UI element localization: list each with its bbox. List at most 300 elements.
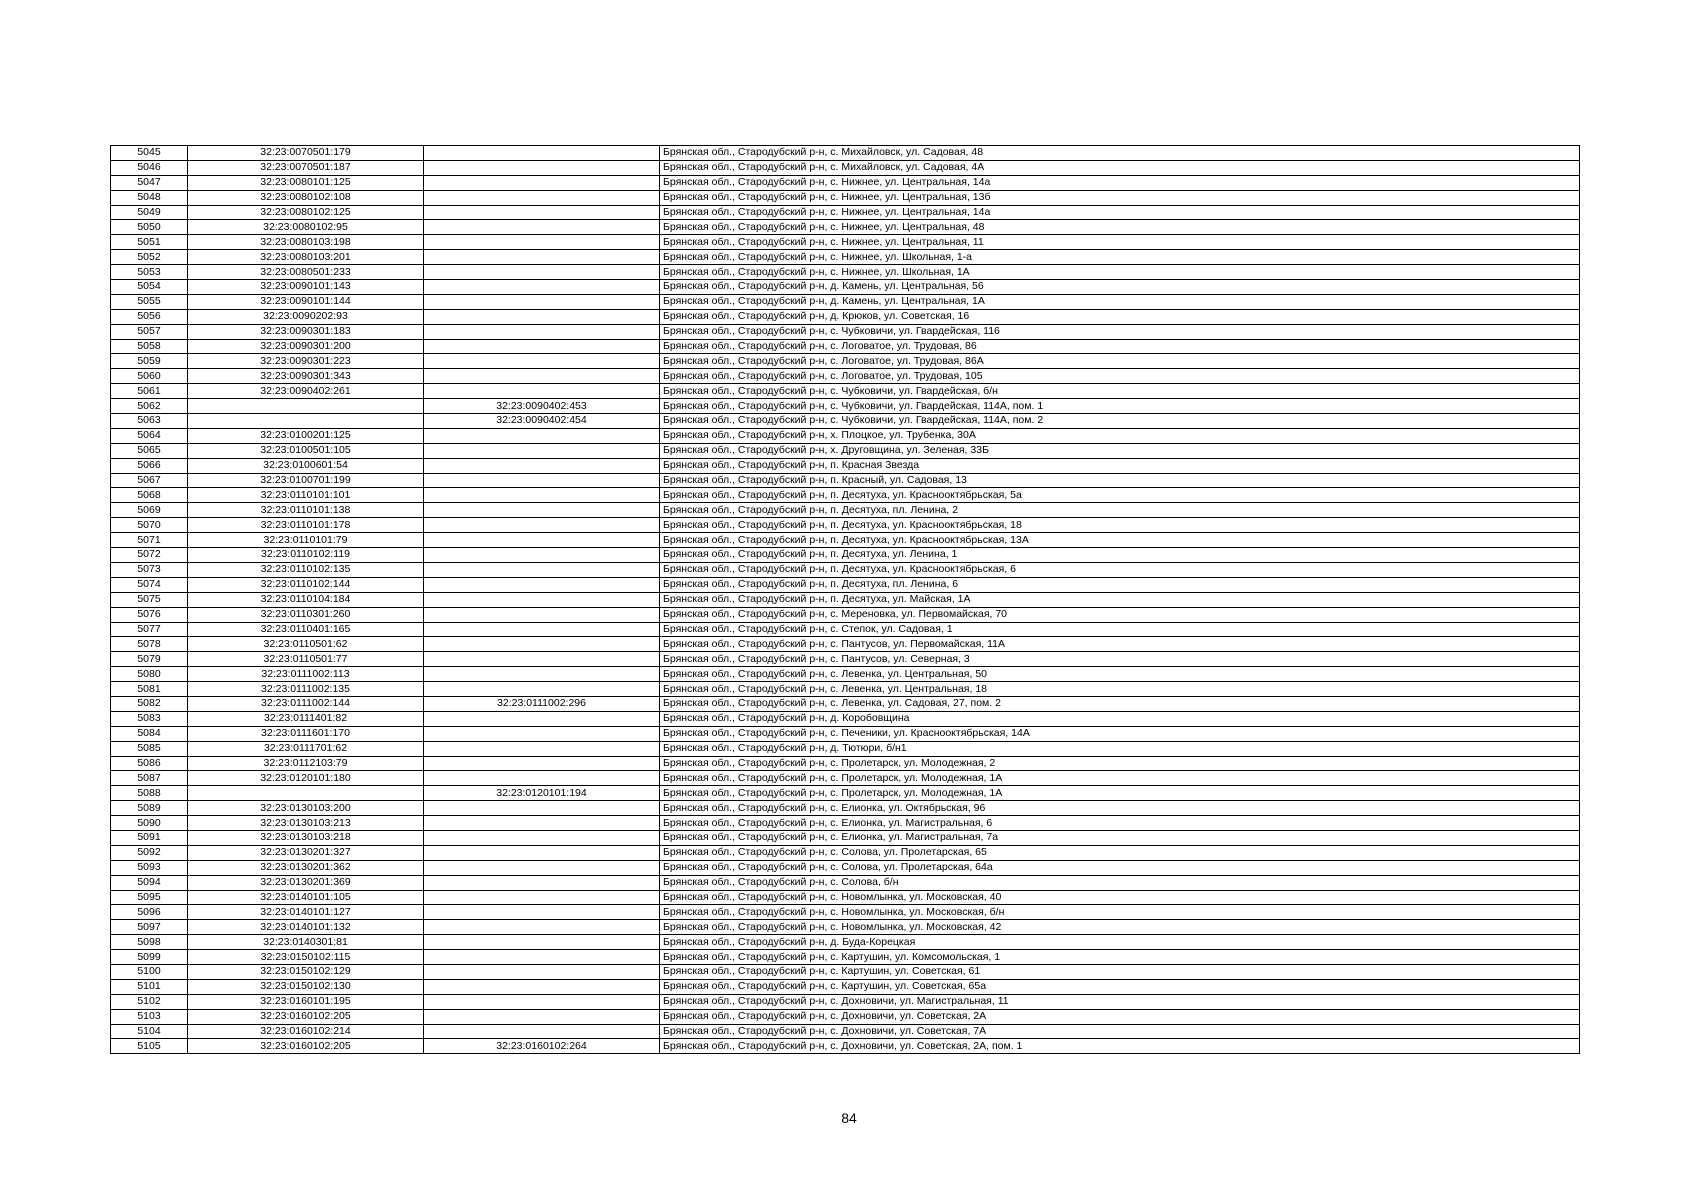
table-row	[111, 473, 1580, 488]
address-cell: Брянская обл., Стародубский р-н, п. Десятуха, ул. Ленина, 1	[660, 548, 1580, 563]
address-cell: Брянская обл., Стародубский р-н, с. Логоватое, ул. Трудовая, 86А	[660, 354, 1580, 369]
table-row	[111, 577, 1580, 592]
cadastral-number-cell: 32:23:0080102:108	[188, 190, 424, 205]
address-cell: Брянская обл., Стародубский р-н, с. Дохновичи, ул. Советская, 7А	[660, 1024, 1580, 1039]
table-row	[111, 369, 1580, 384]
table-row	[111, 294, 1580, 309]
row-number-cell: 5090	[111, 816, 188, 831]
table-row	[111, 265, 1580, 280]
row-number-cell: 5066	[111, 458, 188, 473]
row-number-cell: 5057	[111, 324, 188, 339]
table-row	[111, 696, 1580, 711]
address-cell: Брянская обл., Стародубский р-н, с. Солова, ул. Пролетарская, 64а	[660, 860, 1580, 875]
cadastral-number-cell: 32:23:0111002:144	[188, 696, 424, 711]
address-cell: Брянская обл., Стародубский р-н, с. Пантусов, ул. Первомайская, 11А	[660, 637, 1580, 652]
address-cell: Брянская обл., Стародубский р-н, с. Елионка, ул. Магистральная, 6	[660, 816, 1580, 831]
sub-cadastral-number-cell	[424, 294, 660, 309]
table-row	[111, 280, 1580, 295]
table-row	[111, 250, 1580, 265]
address-cell: Брянская обл., Стародубский р-н, х. Плоцкое, ул. Трубенка, 30А	[660, 428, 1580, 443]
address-cell: Брянская обл., Стародубский р-н, с. Чубковичи, ул. Гвардейская, 114А, пом. 1	[660, 399, 1580, 414]
sub-cadastral-number-cell	[424, 905, 660, 920]
sub-cadastral-number-cell	[424, 1024, 660, 1039]
cadastral-number-cell: 32:23:0080102:125	[188, 205, 424, 220]
table-row	[111, 786, 1580, 801]
sub-cadastral-number-cell	[424, 160, 660, 175]
sub-cadastral-number-cell	[424, 950, 660, 965]
table-row	[111, 607, 1580, 622]
sub-cadastral-number-cell	[424, 235, 660, 250]
cadastral-number-cell: 32:23:0070501:179	[188, 146, 424, 161]
sub-cadastral-number-cell	[424, 533, 660, 548]
cadastral-number-cell: 32:23:0090301:200	[188, 339, 424, 354]
sub-cadastral-number-cell: 32:23:0090402:454	[424, 414, 660, 429]
address-cell: Брянская обл., Стародубский р-н, с. Левенка, ул. Садовая, 27, пом. 2	[660, 696, 1580, 711]
row-number-cell: 5048	[111, 190, 188, 205]
row-number-cell: 5046	[111, 160, 188, 175]
row-number-cell: 5105	[111, 1039, 188, 1054]
row-number-cell: 5063	[111, 414, 188, 429]
cadastral-number-cell: 32:23:0110104:184	[188, 592, 424, 607]
sub-cadastral-number-cell	[424, 175, 660, 190]
cadastral-number-cell: 32:23:0090101:143	[188, 280, 424, 295]
address-cell: Брянская обл., Стародубский р-н, с. Картушин, ул. Советская, 61	[660, 964, 1580, 979]
cadastral-number-cell: 32:23:0140101:127	[188, 905, 424, 920]
cadastral-number-cell: 32:23:0100501:105	[188, 443, 424, 458]
address-cell: Брянская обл., Стародубский р-н, с. Чубковичи, ул. Гвардейская, 116	[660, 324, 1580, 339]
row-number-cell: 5091	[111, 830, 188, 845]
cadastral-number-cell: 32:23:0110501:62	[188, 637, 424, 652]
address-cell: Брянская обл., Стародубский р-н, п. Десятуха, пл. Ленина, 6	[660, 577, 1580, 592]
table-row	[111, 801, 1580, 816]
cadastral-number-cell: 32:23:0080101:125	[188, 175, 424, 190]
row-number-cell: 5061	[111, 384, 188, 399]
sub-cadastral-number-cell	[424, 801, 660, 816]
sub-cadastral-number-cell	[424, 637, 660, 652]
row-number-cell: 5064	[111, 428, 188, 443]
table-row	[111, 1009, 1580, 1024]
row-number-cell: 5068	[111, 488, 188, 503]
address-cell: Брянская обл., Стародубский р-н, с. Новомлынка, ул. Московская, б/н	[660, 905, 1580, 920]
address-cell: Брянская обл., Стародубский р-н, с. Пролетарск, ул. Молодежная, 2	[660, 756, 1580, 771]
sub-cadastral-number-cell: 32:23:0111002:296	[424, 696, 660, 711]
table-row	[111, 354, 1580, 369]
sub-cadastral-number-cell	[424, 607, 660, 622]
cadastral-number-cell: 32:23:0110101:101	[188, 488, 424, 503]
address-cell: Брянская обл., Стародубский р-н, п. Десятуха, ул. Майская, 1А	[660, 592, 1580, 607]
table-row	[111, 964, 1580, 979]
sub-cadastral-number-cell	[424, 830, 660, 845]
sub-cadastral-number-cell	[424, 741, 660, 756]
sub-cadastral-number-cell	[424, 562, 660, 577]
sub-cadastral-number-cell: 32:23:0090402:453	[424, 399, 660, 414]
cadastral-number-cell	[188, 414, 424, 429]
sub-cadastral-number-cell	[424, 622, 660, 637]
cadastral-number-cell: 32:23:0140301:81	[188, 935, 424, 950]
table-row	[111, 890, 1580, 905]
table-row	[111, 667, 1580, 682]
cadastral-number-cell: 32:23:0110101:79	[188, 533, 424, 548]
table-row	[111, 741, 1580, 756]
row-number-cell: 5084	[111, 726, 188, 741]
row-number-cell: 5053	[111, 265, 188, 280]
table-row	[111, 146, 1580, 161]
cadastral-number-cell: 32:23:0110301:260	[188, 607, 424, 622]
address-cell: Брянская обл., Стародубский р-н, с. Нижнее, ул. Школьная, 1А	[660, 265, 1580, 280]
sub-cadastral-number-cell	[424, 860, 660, 875]
address-cell: Брянская обл., Стародубский р-н, с. Михайловск, ул. Садовая, 4А	[660, 160, 1580, 175]
cadastral-number-cell: 32:23:0090301:223	[188, 354, 424, 369]
table-row	[111, 324, 1580, 339]
cadastral-number-cell	[188, 399, 424, 414]
table-row	[111, 428, 1580, 443]
address-cell: Брянская обл., Стародубский р-н, с. Новомлынка, ул. Московская, 40	[660, 890, 1580, 905]
cadastral-number-cell: 32:23:0160102:205	[188, 1009, 424, 1024]
sub-cadastral-number-cell	[424, 964, 660, 979]
row-number-cell: 5094	[111, 875, 188, 890]
sub-cadastral-number-cell	[424, 994, 660, 1009]
sub-cadastral-number-cell: 32:23:0160102:264	[424, 1039, 660, 1054]
cadastral-number-cell: 32:23:0130201:327	[188, 845, 424, 860]
table-row	[111, 235, 1580, 250]
sub-cadastral-number-cell	[424, 458, 660, 473]
sub-cadastral-number-cell	[424, 339, 660, 354]
table-row	[111, 860, 1580, 875]
cadastral-number-cell: 32:23:0150102:129	[188, 964, 424, 979]
row-number-cell: 5055	[111, 294, 188, 309]
address-cell: Брянская обл., Стародубский р-н, с. Михайловск, ул. Садовая, 48	[660, 146, 1580, 161]
address-cell: Брянская обл., Стародубский р-н, с. Дохновичи, ул. Советская, 2А	[660, 1009, 1580, 1024]
cadastral-number-cell: 32:23:0070501:187	[188, 160, 424, 175]
sub-cadastral-number-cell	[424, 428, 660, 443]
sub-cadastral-number-cell	[424, 324, 660, 339]
row-number-cell: 5070	[111, 518, 188, 533]
address-cell: Брянская обл., Стародубский р-н, с. Пролетарск, ул. Молодежная, 1А	[660, 771, 1580, 786]
table-row	[111, 711, 1580, 726]
sub-cadastral-number-cell	[424, 771, 660, 786]
cadastral-number-cell: 32:23:0090101:144	[188, 294, 424, 309]
sub-cadastral-number-cell	[424, 250, 660, 265]
row-number-cell: 5056	[111, 309, 188, 324]
table-row	[111, 1039, 1580, 1054]
table-row	[111, 637, 1580, 652]
sub-cadastral-number-cell	[424, 369, 660, 384]
address-cell: Брянская обл., Стародубский р-н, с. Елионка, ул. Магистральная, 7а	[660, 830, 1580, 845]
page-number: 84	[841, 1110, 857, 1126]
address-cell: Брянская обл., Стародубский р-н, д. Тютюри, б/н1	[660, 741, 1580, 756]
table-row	[111, 771, 1580, 786]
row-number-cell: 5086	[111, 756, 188, 771]
table-row	[111, 443, 1580, 458]
row-number-cell: 5087	[111, 771, 188, 786]
table-row	[111, 562, 1580, 577]
row-number-cell: 5051	[111, 235, 188, 250]
table-row	[111, 920, 1580, 935]
table-row	[111, 533, 1580, 548]
row-number-cell: 5077	[111, 622, 188, 637]
address-cell: Брянская обл., Стародубский р-н, с. Пролетарск, ул. Молодежная, 1А	[660, 786, 1580, 801]
cadastral-number-cell: 32:23:0140101:105	[188, 890, 424, 905]
sub-cadastral-number-cell	[424, 280, 660, 295]
address-cell: Брянская обл., Стародубский р-н, с. Левенка, ул. Центральная, 18	[660, 682, 1580, 697]
address-cell: Брянская обл., Стародубский р-н, с. Логоватое, ул. Трудовая, 86	[660, 339, 1580, 354]
address-cell: Брянская обл., Стародубский р-н, п. Десятуха, ул. Краснооктябрьская, 6	[660, 562, 1580, 577]
table-row	[111, 220, 1580, 235]
address-cell: Брянская обл., Стародубский р-н, с. Нижнее, ул. Центральная, 11	[660, 235, 1580, 250]
sub-cadastral-number-cell	[424, 979, 660, 994]
cadastral-number-cell: 32:23:0100601:54	[188, 458, 424, 473]
table-row	[111, 488, 1580, 503]
row-number-cell: 5092	[111, 845, 188, 860]
cadastral-number-cell: 32:23:0111002:113	[188, 667, 424, 682]
cadastral-number-cell: 32:23:0111701:62	[188, 741, 424, 756]
sub-cadastral-number-cell	[424, 890, 660, 905]
cadastral-number-cell: 32:23:0130103:218	[188, 830, 424, 845]
sub-cadastral-number-cell	[424, 518, 660, 533]
sub-cadastral-number-cell	[424, 682, 660, 697]
sub-cadastral-number-cell	[424, 265, 660, 280]
address-cell: Брянская обл., Стародубский р-н, с. Логоватое, ул. Трудовая, 105	[660, 369, 1580, 384]
row-number-cell: 5100	[111, 964, 188, 979]
sub-cadastral-number-cell	[424, 190, 660, 205]
cadastral-number-cell: 32:23:0090301:343	[188, 369, 424, 384]
row-number-cell: 5052	[111, 250, 188, 265]
row-number-cell: 5065	[111, 443, 188, 458]
cadastral-number-cell: 32:23:0150102:115	[188, 950, 424, 965]
table-row	[111, 518, 1580, 533]
sub-cadastral-number-cell	[424, 816, 660, 831]
cadastral-number-cell: 32:23:0110102:135	[188, 562, 424, 577]
cadastral-number-cell: 32:23:0110102:119	[188, 548, 424, 563]
cadastral-number-cell: 32:23:0110401:165	[188, 622, 424, 637]
table-row	[111, 592, 1580, 607]
sub-cadastral-number-cell	[424, 220, 660, 235]
cadastral-number-cell: 32:23:0150102:130	[188, 979, 424, 994]
row-number-cell: 5067	[111, 473, 188, 488]
address-cell: Брянская обл., Стародубский р-н, х. Друговщина, ул. Зеленая, 33Б	[660, 443, 1580, 458]
sub-cadastral-number-cell	[424, 711, 660, 726]
address-cell: Брянская обл., Стародубский р-н, п. Десятуха, пл. Ленина, 2	[660, 503, 1580, 518]
sub-cadastral-number-cell	[424, 205, 660, 220]
sub-cadastral-number-cell	[424, 652, 660, 667]
table-row	[111, 682, 1580, 697]
address-cell: Брянская обл., Стародубский р-н, с. Мереновка, ул. Первомайская, 70	[660, 607, 1580, 622]
cadastral-number-cell: 32:23:0110101:138	[188, 503, 424, 518]
table-row	[111, 1024, 1580, 1039]
table-row	[111, 622, 1580, 637]
address-cell: Брянская обл., Стародубский р-н, с. Нижнее, ул. Школьная, 1-а	[660, 250, 1580, 265]
row-number-cell: 5060	[111, 369, 188, 384]
address-cell: Брянская обл., Стародубский р-н, д. Коробовщина	[660, 711, 1580, 726]
row-number-cell: 5079	[111, 652, 188, 667]
row-number-cell: 5080	[111, 667, 188, 682]
address-cell: Брянская обл., Стародубский р-н, п. Десятуха, ул. Краснооктябрьская, 18	[660, 518, 1580, 533]
sub-cadastral-number-cell	[424, 592, 660, 607]
table-row	[111, 458, 1580, 473]
address-cell: Брянская обл., Стародубский р-н, с. Нижнее, ул. Центральная, 48	[660, 220, 1580, 235]
row-number-cell: 5071	[111, 533, 188, 548]
cadastral-number-cell: 32:23:0080103:198	[188, 235, 424, 250]
row-number-cell: 5049	[111, 205, 188, 220]
cadastral-number-cell: 32:23:0080501:233	[188, 265, 424, 280]
row-number-cell: 5102	[111, 994, 188, 1009]
row-number-cell: 5082	[111, 696, 188, 711]
table-row	[111, 503, 1580, 518]
row-number-cell: 5047	[111, 175, 188, 190]
table-row	[111, 979, 1580, 994]
sub-cadastral-number-cell	[424, 756, 660, 771]
cadastral-number-cell: 32:23:0100201:125	[188, 428, 424, 443]
row-number-cell: 5089	[111, 801, 188, 816]
address-cell: Брянская обл., Стародубский р-н, с. Солова, б/н	[660, 875, 1580, 890]
row-number-cell: 5075	[111, 592, 188, 607]
address-cell: Брянская обл., Стародубский р-н, п. Красная Звезда	[660, 458, 1580, 473]
row-number-cell: 5076	[111, 607, 188, 622]
cadastral-number-cell: 32:23:0110102:144	[188, 577, 424, 592]
cadastral-number-cell: 32:23:0111601:170	[188, 726, 424, 741]
address-cell: Брянская обл., Стародубский р-н, с. Новомлынка, ул. Московская, 42	[660, 920, 1580, 935]
cadastral-number-cell: 32:23:0140101:132	[188, 920, 424, 935]
cadastral-number-cell: 32:23:0160101:195	[188, 994, 424, 1009]
cadastral-number-cell: 32:23:0130201:369	[188, 875, 424, 890]
sub-cadastral-number-cell	[424, 473, 660, 488]
address-cell: Брянская обл., Стародубский р-н, п. Десятуха, ул. Краснооктябрьская, 5а	[660, 488, 1580, 503]
table-row	[111, 339, 1580, 354]
row-number-cell: 5085	[111, 741, 188, 756]
table-row	[111, 726, 1580, 741]
sub-cadastral-number-cell	[424, 726, 660, 741]
cadastral-number-cell: 32:23:0090301:183	[188, 324, 424, 339]
table-row	[111, 652, 1580, 667]
cadastral-number-cell: 32:23:0090402:261	[188, 384, 424, 399]
row-number-cell: 5104	[111, 1024, 188, 1039]
cadastral-number-cell: 32:23:0110501:77	[188, 652, 424, 667]
address-cell: Брянская обл., Стародубский р-н, с. Картушин, ул. Советская, 65а	[660, 979, 1580, 994]
address-cell: Брянская обл., Стародубский р-н, с. Печеники, ул. Краснооктябрьская, 14А	[660, 726, 1580, 741]
address-cell: Брянская обл., Стародубский р-н, д. Камень, ул. Центральная, 1А	[660, 294, 1580, 309]
row-number-cell: 5103	[111, 1009, 188, 1024]
table-row	[111, 190, 1580, 205]
sub-cadastral-number-cell	[424, 146, 660, 161]
table-row	[111, 845, 1580, 860]
cadastral-number-cell: 32:23:0090202:93	[188, 309, 424, 324]
sub-cadastral-number-cell	[424, 503, 660, 518]
row-number-cell: 5062	[111, 399, 188, 414]
row-number-cell: 5083	[111, 711, 188, 726]
address-cell: Брянская обл., Стародубский р-н, д. Крюков, ул. Советская, 16	[660, 309, 1580, 324]
table-row	[111, 950, 1580, 965]
cadastral-number-cell: 32:23:0160102:205	[188, 1039, 424, 1054]
table-row	[111, 548, 1580, 563]
sub-cadastral-number-cell	[424, 667, 660, 682]
address-cell: Брянская обл., Стародубский р-н, д. Буда-Корецкая	[660, 935, 1580, 950]
table-row	[111, 414, 1580, 429]
row-number-cell: 5073	[111, 562, 188, 577]
table-row	[111, 816, 1580, 831]
row-number-cell: 5097	[111, 920, 188, 935]
row-number-cell: 5078	[111, 637, 188, 652]
address-cell: Брянская обл., Стародубский р-н, п. Десятуха, ул. Краснооктябрьская, 13А	[660, 533, 1580, 548]
table-row	[111, 935, 1580, 950]
address-cell: Брянская обл., Стародубский р-н, с. Елионка, ул. Октябрьская, 96	[660, 801, 1580, 816]
row-number-cell: 5050	[111, 220, 188, 235]
address-cell: Брянская обл., Стародубский р-н, с. Дохновичи, ул. Советская, 2А, пом. 1	[660, 1039, 1580, 1054]
sub-cadastral-number-cell	[424, 488, 660, 503]
address-cell: Брянская обл., Стародубский р-н, с. Солова, ул. Пролетарская, 65	[660, 845, 1580, 860]
cadastral-number-cell: 32:23:0120101:180	[188, 771, 424, 786]
sub-cadastral-number-cell	[424, 875, 660, 890]
table-row	[111, 160, 1580, 175]
address-cell: Брянская обл., Стародубский р-н, с. Пантусов, ул. Северная, 3	[660, 652, 1580, 667]
table-row	[111, 175, 1580, 190]
table-row	[111, 830, 1580, 845]
address-cell: Брянская обл., Стародубский р-н, д. Камень, ул. Центральная, 56	[660, 280, 1580, 295]
row-number-cell: 5058	[111, 339, 188, 354]
sub-cadastral-number-cell	[424, 920, 660, 935]
row-number-cell: 5074	[111, 577, 188, 592]
sub-cadastral-number-cell	[424, 309, 660, 324]
row-number-cell: 5096	[111, 905, 188, 920]
row-number-cell: 5054	[111, 280, 188, 295]
row-number-cell: 5081	[111, 682, 188, 697]
cadastral-number-cell: 32:23:0112103:79	[188, 756, 424, 771]
cadastral-number-cell: 32:23:0110101:178	[188, 518, 424, 533]
cadastral-number-cell: 32:23:0130103:200	[188, 801, 424, 816]
row-number-cell: 5069	[111, 503, 188, 518]
sub-cadastral-number-cell: 32:23:0120101:194	[424, 786, 660, 801]
address-cell: Брянская обл., Стародубский р-н, с. Чубковичи, ул. Гвардейская, б/н	[660, 384, 1580, 399]
sub-cadastral-number-cell	[424, 845, 660, 860]
address-cell: Брянская обл., Стародубский р-н, с. Картушин, ул. Комсомольская, 1	[660, 950, 1580, 965]
address-cell: Брянская обл., Стародубский р-н, п. Красный, ул. Садовая, 13	[660, 473, 1580, 488]
cadastral-number-cell: 32:23:0100701:199	[188, 473, 424, 488]
cadastral-number-cell: 32:23:0080103:201	[188, 250, 424, 265]
address-cell: Брянская обл., Стародубский р-н, с. Левенка, ул. Центральная, 50	[660, 667, 1580, 682]
table-row	[111, 205, 1580, 220]
sub-cadastral-number-cell	[424, 935, 660, 950]
table-row	[111, 875, 1580, 890]
cadastral-number-cell: 32:23:0130103:213	[188, 816, 424, 831]
table-row	[111, 756, 1580, 771]
sub-cadastral-number-cell	[424, 443, 660, 458]
address-cell: Брянская обл., Стародубский р-н, с. Нижнее, ул. Центральная, 14а	[660, 205, 1580, 220]
cadastral-number-cell: 32:23:0160102:214	[188, 1024, 424, 1039]
address-cell: Брянская обл., Стародубский р-н, с. Степок, ул. Садовая, 1	[660, 622, 1580, 637]
cadastral-number-cell: 32:23:0111002:135	[188, 682, 424, 697]
row-number-cell: 5099	[111, 950, 188, 965]
row-number-cell: 5072	[111, 548, 188, 563]
row-number-cell: 5059	[111, 354, 188, 369]
address-cell: Брянская обл., Стародубский р-н, с. Чубковичи, ул. Гвардейская, 114А, пом. 2	[660, 414, 1580, 429]
sub-cadastral-number-cell	[424, 577, 660, 592]
address-cell: Брянская обл., Стародубский р-н, с. Дохновичи, ул. Магистральная, 11	[660, 994, 1580, 1009]
row-number-cell: 5093	[111, 860, 188, 875]
sub-cadastral-number-cell	[424, 354, 660, 369]
table-row	[111, 309, 1580, 324]
row-number-cell: 5095	[111, 890, 188, 905]
cadastral-number-cell	[188, 786, 424, 801]
row-number-cell: 5045	[111, 146, 188, 161]
registry-table	[110, 145, 1580, 1054]
sub-cadastral-number-cell	[424, 548, 660, 563]
cadastral-number-cell: 32:23:0080102:95	[188, 220, 424, 235]
table-row	[111, 384, 1580, 399]
row-number-cell: 5098	[111, 935, 188, 950]
table-row	[111, 399, 1580, 414]
row-number-cell: 5101	[111, 979, 188, 994]
address-cell: Брянская обл., Стародубский р-н, с. Нижнее, ул. Центральная, 13б	[660, 190, 1580, 205]
sub-cadastral-number-cell	[424, 384, 660, 399]
